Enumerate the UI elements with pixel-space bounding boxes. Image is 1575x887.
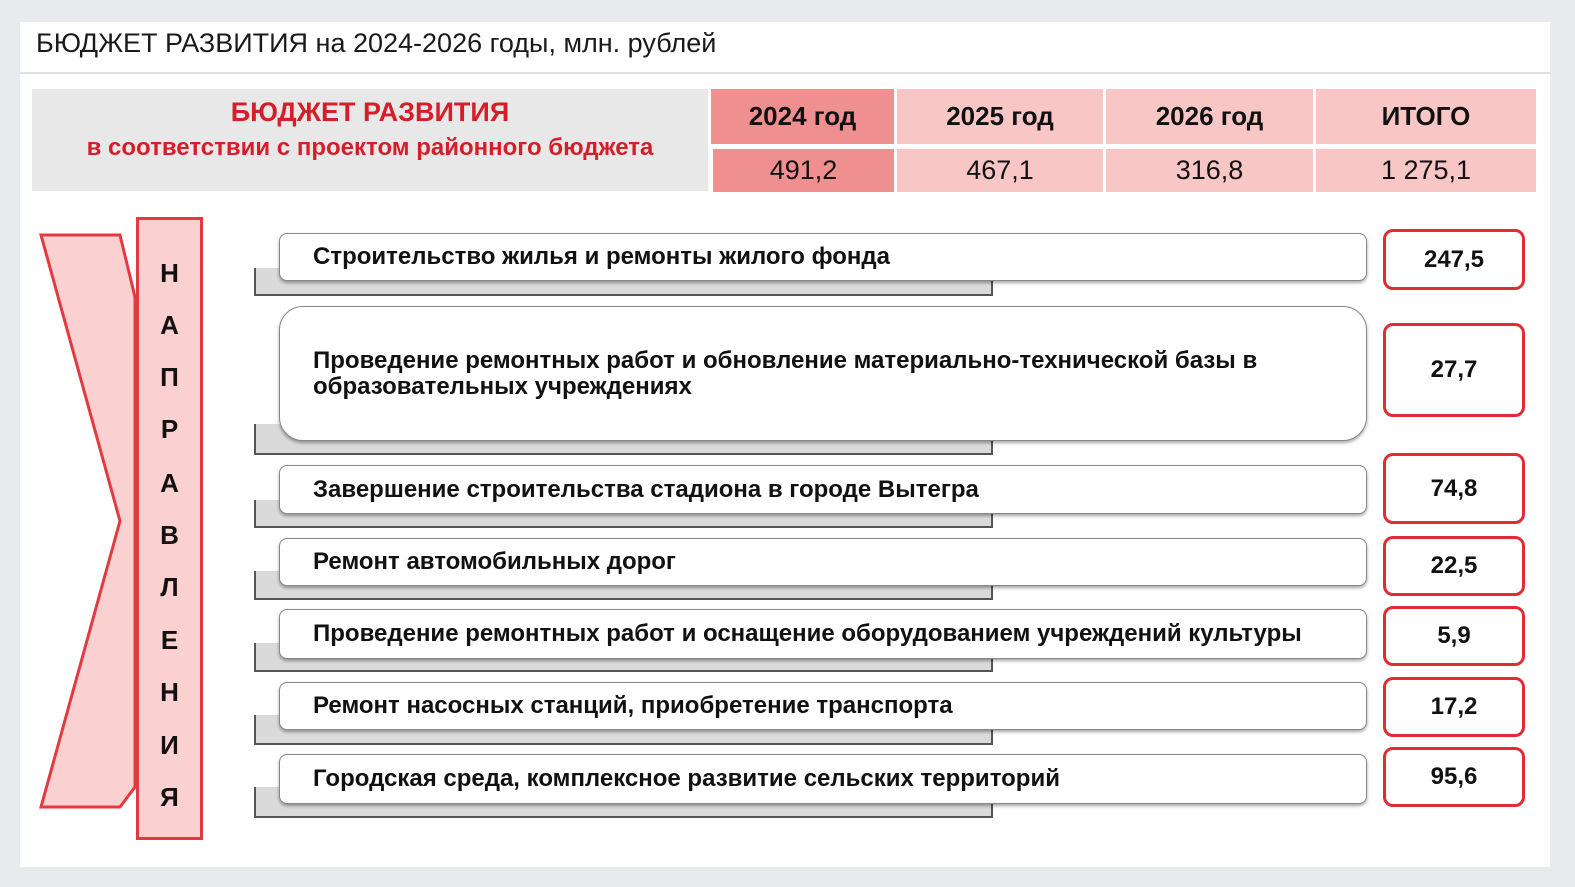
direction-row: Строительство жилья и ремонты жилого фонда [279, 233, 1367, 281]
directions-letter: А [160, 310, 179, 340]
directions-letter: Р [160, 414, 179, 444]
slide-title: БЮДЖЕТ РАЗВИТИЯ на 2024-2026 годы, млн. рублей [36, 28, 717, 58]
header-title: БЮДЖЕТ РАЗВИТИЯ [230, 97, 510, 127]
directions-letter: Л [160, 572, 179, 602]
value-2025: 467,1 [897, 149, 1103, 192]
directions-letter: П [160, 362, 179, 392]
direction-value: 74,8 [1383, 453, 1525, 524]
directions-letter: Я [160, 782, 179, 812]
value-2024: 491,2 [713, 149, 894, 192]
directions-letter: Е [160, 625, 179, 655]
chevron-arrow-shape [38, 232, 138, 812]
direction-value: 27,7 [1383, 323, 1525, 417]
direction-value: 5,9 [1383, 606, 1525, 666]
col-header-2024: 2024 год [711, 89, 894, 144]
col-header-2026: 2026 год [1106, 89, 1313, 144]
header-title-cell [32, 89, 708, 191]
title-divider [20, 72, 1550, 74]
directions-letter: В [160, 520, 179, 550]
value-2026: 316,8 [1106, 149, 1313, 192]
col-header-2025: 2025 год [897, 89, 1103, 144]
value-total: 1 275,1 [1316, 149, 1536, 192]
directions-vertical-label [136, 217, 203, 840]
direction-value: 22,5 [1383, 536, 1525, 596]
direction-value: 17,2 [1383, 677, 1525, 737]
direction-row: Ремонт насосных станций, приобретение транспорта [279, 682, 1367, 730]
direction-value: 247,5 [1383, 229, 1525, 290]
direction-row: Ремонт автомобильных дорог [279, 538, 1367, 586]
directions-letter: А [160, 468, 179, 498]
directions-letter: Н [160, 258, 179, 288]
header-subtitle: в соответствии с проектом районного бюджета [86, 134, 654, 161]
direction-row: Проведение ремонтных работ и оснащение оборудованием учреждений культуры [279, 609, 1367, 659]
directions-letter: Н [160, 677, 179, 707]
direction-value: 95,6 [1383, 747, 1525, 807]
direction-row: Проведение ремонтных работ и обновление материально-технической базы в образовательных учреждениях [279, 306, 1367, 441]
col-header-total: ИТОГО [1316, 89, 1536, 144]
directions-letter: И [160, 730, 179, 760]
direction-row: Завершение строительства стадиона в городе Вытегра [279, 465, 1367, 514]
direction-row: Городская среда, комплексное развитие сельских территорий [279, 754, 1367, 804]
